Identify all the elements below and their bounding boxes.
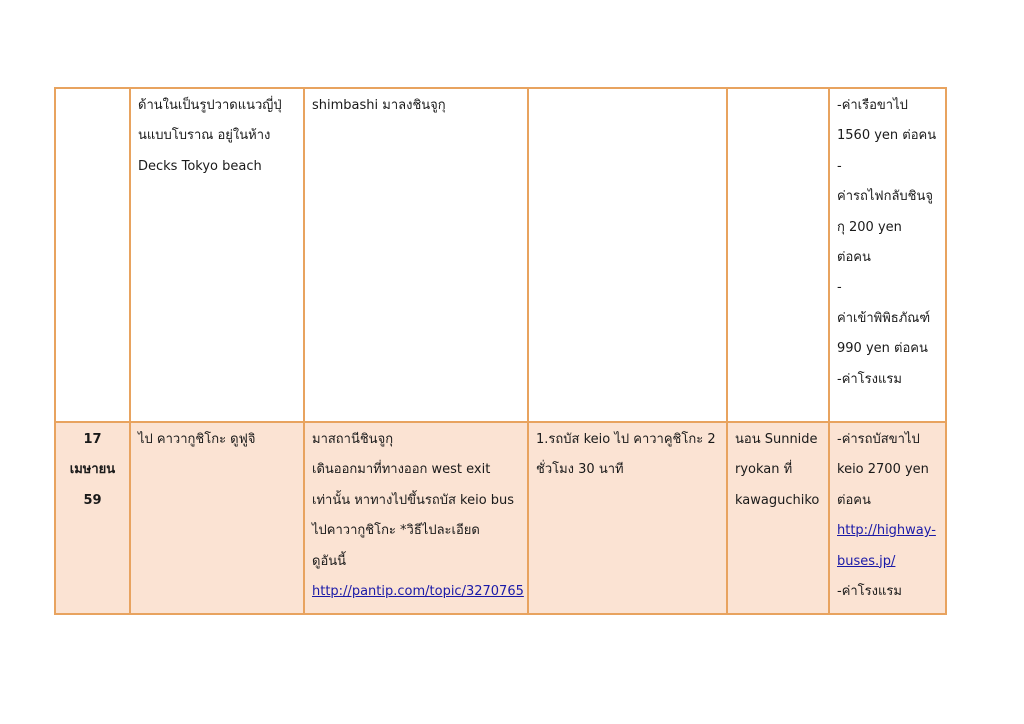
text-line: keio 2700 yen [837,462,929,478]
transport-cell [528,88,727,422]
text-line: shimbashi มาลงชินจูกุ [312,98,446,113]
text-line: ค่าเข้าพิพิธภัณฑ์ [837,310,931,326]
accommodation-cell [727,422,829,614]
text-line: มาสถานีชินจูกุ [312,432,394,447]
text-line: ต่อคน [837,250,871,266]
accommodation-cell [727,88,829,422]
cost-cell [829,88,946,422]
text-line: - [837,280,842,296]
text-line: -ค่าเรือขาไป [837,98,908,113]
cost-cell [829,422,946,614]
text-line: ไป คาวากูชิโกะ ดูฟูจิ [138,432,256,447]
text-line: - [837,158,842,174]
date-day: 17 [83,432,102,447]
text-line: นอน Sunnide [735,432,818,447]
highway-buses-link[interactable]: buses.jp/ [837,553,896,569]
route-cell [304,422,528,614]
text-line: เดินออกมาที่ทางออก west exit [312,462,491,478]
text-line: ต่อคน [837,492,871,508]
text-line: กุ 200 yen [837,219,902,235]
text-line: ชั่วโมง 30 นาที [536,462,624,478]
table-row [55,422,946,614]
text-line: 1.รถบัส keio ไป คาวาคูชิโกะ 2 [536,432,716,447]
text-line: 1560 yen ต่อคน [837,128,937,144]
text-line: ดูอันนี้ [312,553,347,569]
activity-cell [130,88,304,422]
date-cell [55,422,130,614]
route-cell [304,88,528,422]
text-line: นแบบโบราณ อยู่ในห้าง [138,128,271,144]
highway-buses-link[interactable]: http://highway- [837,523,936,539]
text-line: 990 yen ต่อคน [837,341,928,357]
text-line: เท่านั้น หาทางไปขึ้นรถบัส keio bus [312,492,515,508]
text-line: Decks Tokyo beach [138,158,262,174]
itinerary-table [54,87,947,615]
date-year: 59 [83,492,102,508]
text-line: ryokan ที่ [735,462,793,478]
activity-cell [130,422,304,614]
text-line: ด้านในเป็นรูปวาดแนวญี่ปุ่ [138,98,282,113]
transport-cell [528,422,727,614]
text-line: kawaguchiko [735,492,820,508]
text-line: -ค่าโรงแรม [837,584,902,600]
text-line: ไปคาวากูชิโกะ *วิธีไปละเอียด [312,523,480,539]
table-row [55,88,946,422]
text-line: -ค่าโรงแรม [837,371,902,387]
text-line: -ค่ารถบัสขาไป [837,432,920,447]
pantip-link[interactable]: http://pantip.com/topic/3270765 [312,584,524,600]
text-line: ค่ารถไฟกลับชินจู [837,189,934,205]
date-month: เมษายน [69,462,116,478]
date-cell [55,88,130,422]
